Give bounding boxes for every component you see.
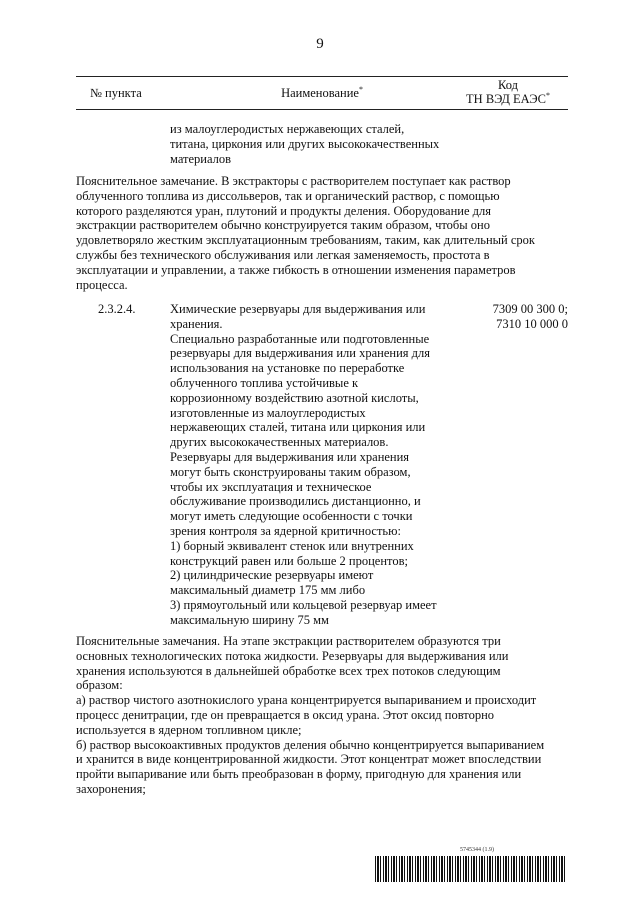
page-number: 9 <box>316 36 324 52</box>
text-line: конструкций равен или больше 2 процентов; <box>170 553 408 568</box>
explanatory-note-extractors <box>76 174 568 292</box>
column-header-name-text: Наименование <box>281 86 359 100</box>
text-line: службы без технического обслуживания или легкая заменяемость, простота в <box>76 247 490 262</box>
item-number: 2.3.2.4. <box>98 302 136 316</box>
text-line: пройти выпаривание или быть преобразован в форму, пригодную для хранения или <box>76 767 522 782</box>
text-line: которого разделяются уран, плутоний и продукты деления. Оборудование для <box>76 203 491 218</box>
text-line: Пояснительные замечания. На этапе экстракции растворителем образуются три <box>76 634 501 648</box>
text-line: использования на установке по переработке <box>170 361 405 376</box>
text-line: могут иметь следующие особенности с точки <box>170 509 413 524</box>
item-description <box>170 302 460 628</box>
text-line: хранения используются в дальнейшей обработке всех трех потоков следующим <box>76 663 501 678</box>
text-line: Специально разработанные или подготовленные <box>170 331 430 346</box>
text-line: максимальную ширину 75 мм <box>170 612 329 627</box>
code-line: 7310 10 000 0 <box>496 316 568 331</box>
text-line: изготовленные из малоуглеродистых <box>170 405 366 420</box>
document-code: 5745344 (1.9) <box>460 847 494 853</box>
text-line: облученного топлива из диссольверов, так и органический раствор, с помощью <box>76 188 500 203</box>
text-line: а) раствор чистого азотнокислого урана концентрируется выпариванием и происходит <box>76 693 537 708</box>
text-line: обслуживание производились дистанционно, и <box>170 494 421 509</box>
text-line: Химические резервуары для выдерживания или <box>170 302 426 316</box>
text-line: 3) прямоугольный или кольцевой резервуар имеет <box>170 597 437 612</box>
text-line: других высококачественных материалов. <box>170 435 389 450</box>
text-line: могут быть сконструированы таким образом, <box>170 464 411 479</box>
footnote-mark: * <box>545 90 550 100</box>
column-header-code-line1: Код <box>498 78 518 92</box>
barcode <box>375 856 567 882</box>
table-header <box>76 76 568 110</box>
text-line: процесс денитрации, где он превращается в оксид урана. Этот оксид повторно <box>76 707 495 722</box>
column-header-code <box>458 78 558 106</box>
column-header-code-text: ТН ВЭД ЕАЭС <box>466 92 546 106</box>
text-line: хранения. <box>170 316 223 331</box>
text-line: титана, циркония или других высококачественных <box>170 136 440 151</box>
text-line: 2) цилиндрические резервуары имеют <box>170 568 374 583</box>
continuation-text <box>170 122 460 166</box>
text-line: зрения контроля за ядерной критичностью: <box>170 523 401 538</box>
text-line: облученного топлива устойчивые к <box>170 375 359 390</box>
explanatory-note-storage <box>76 634 568 797</box>
text-line: б) раствор высокоактивных продуктов деления обычно концентрируется выпариванием <box>76 737 545 752</box>
text-line: нержавеющих сталей, титана или циркония или <box>170 420 426 435</box>
text-line: 1) борный эквивалент стенок или внутренних <box>170 538 414 553</box>
item-codes <box>458 302 568 332</box>
column-header-number: № пункта <box>90 86 142 100</box>
text-line: удовлетворяло жестким эксплуатационным требованиям, таким, как длительный срок <box>76 233 535 248</box>
column-header-code-line2 <box>458 92 558 106</box>
text-line: из малоуглеродистых нержавеющих сталей, <box>170 122 405 136</box>
text-line: максимальный диаметр 175 мм либо <box>170 583 366 598</box>
text-line: резервуары для выдерживания или хранения для <box>170 346 430 361</box>
text-line: коррозионному воздействию азотной кислоты, <box>170 390 419 405</box>
text-line: образом: <box>76 678 123 693</box>
text-line: захоронения; <box>76 781 146 796</box>
text-line: Пояснительное замечание. В экстракторы с растворителем поступает как раствор <box>76 174 511 188</box>
text-line: процесса. <box>76 277 128 292</box>
footnote-mark: * <box>358 84 363 94</box>
code-line: 7309 00 300 0; <box>492 302 568 316</box>
text-line: материалов <box>170 151 232 166</box>
text-line: Резервуары для выдерживания или хранения <box>170 449 410 464</box>
text-line: экстракции растворителем обычно конструируется таким образом, чтобы оно <box>76 218 490 233</box>
text-line: используется в ядерном топливном цикле; <box>76 722 302 737</box>
text-line: эксплуатации и управлении, а также гибкость в отношении изменения параметров <box>76 262 516 277</box>
text-line: и хранится в виде концентрированной жидкости. Этот концентрат может впоследствии <box>76 752 542 767</box>
text-line: основных технологических потока жидкости. Резервуары для выдерживания или <box>76 648 509 663</box>
text-line: чтобы их эксплуатация и техническое <box>170 479 372 494</box>
